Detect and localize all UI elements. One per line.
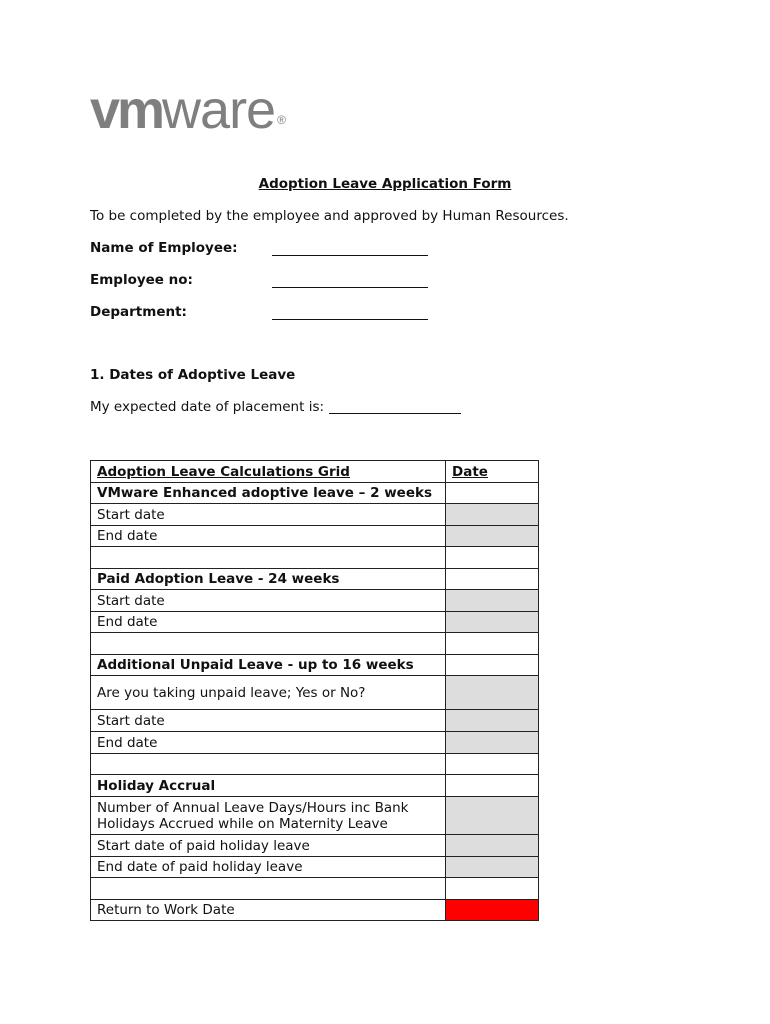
table-row	[91, 655, 539, 676]
department-label: Department:	[90, 304, 187, 320]
date-cell	[446, 655, 539, 676]
placement-date-field[interactable]	[329, 413, 461, 414]
return-to-work-label: Return to Work Date	[91, 900, 446, 921]
spacer-row	[91, 547, 539, 569]
section-dates-title: 1. Dates of Adoptive Leave	[90, 367, 296, 383]
name-of-employee-label: Name of Employee:	[90, 240, 238, 256]
holiday-accrual-title: Holiday Accrual	[91, 775, 446, 797]
enhanced-start-label: Start date	[91, 504, 446, 526]
table-row	[91, 835, 539, 857]
table-row	[91, 797, 539, 835]
table-row	[91, 732, 539, 754]
employee-no-field[interactable]	[272, 286, 428, 288]
spacer-row	[91, 633, 539, 655]
grid-header-date: Date	[446, 461, 539, 483]
date-cell	[446, 483, 539, 504]
enhanced-start-date-input[interactable]	[446, 504, 539, 526]
return-to-work-date-input[interactable]	[446, 900, 539, 921]
paid-leave-title: Paid Adoption Leave - 24 weeks	[91, 569, 446, 590]
holiday-start-date-input[interactable]	[446, 835, 539, 857]
paid-end-date-input[interactable]	[446, 612, 539, 633]
logo-registered-mark: ®	[277, 113, 285, 127]
enhanced-end-label: End date	[91, 526, 446, 547]
spacer-row	[91, 878, 539, 900]
paid-end-label: End date	[91, 612, 446, 633]
table-row	[91, 900, 539, 921]
unpaid-question-label: Are you taking unpaid leave; Yes or No?	[91, 676, 446, 710]
table-row	[91, 526, 539, 547]
unpaid-yes-no-input[interactable]	[446, 676, 539, 710]
holiday-start-label: Start date of paid holiday leave	[91, 835, 446, 857]
form-title: Adoption Leave Application Form	[258, 176, 512, 192]
spacer-row	[91, 754, 539, 775]
form-intro: To be completed by the employee and approved by Human Resources.	[90, 208, 569, 224]
logo-vm: vm	[90, 80, 163, 140]
paid-start-date-input[interactable]	[446, 590, 539, 612]
logo-ware: ware	[162, 80, 276, 140]
table-row	[91, 710, 539, 732]
unpaid-end-date-input[interactable]	[446, 732, 539, 754]
holiday-days-input[interactable]	[446, 797, 539, 835]
unpaid-start-date-input[interactable]	[446, 710, 539, 732]
unpaid-start-label: Start date	[91, 710, 446, 732]
table-row	[91, 612, 539, 633]
table-row	[91, 676, 539, 710]
table-row	[91, 569, 539, 590]
table-row	[91, 483, 539, 504]
table-row	[91, 857, 539, 878]
holiday-days-label-line2: Holidays Accrued while on Maternity Leave	[97, 815, 388, 832]
unpaid-leave-title: Additional Unpaid Leave - up to 16 weeks	[91, 655, 446, 676]
vmware-logo	[90, 80, 350, 140]
unpaid-end-label: End date	[91, 732, 446, 754]
grid-header-row	[91, 461, 539, 483]
table-row	[91, 590, 539, 612]
holiday-days-label-line1: Number of Annual Leave Days/Hours inc Bank	[97, 799, 409, 816]
holiday-end-date-input[interactable]	[446, 857, 539, 878]
grid-header-left: Adoption Leave Calculations Grid	[91, 461, 446, 483]
adoption-leave-grid	[90, 460, 539, 921]
date-cell	[446, 775, 539, 797]
enhanced-end-date-input[interactable]	[446, 526, 539, 547]
placement-date-label: My expected date of placement is:	[90, 399, 325, 415]
employee-no-label: Employee no:	[90, 272, 193, 288]
department-field[interactable]	[272, 318, 428, 320]
holiday-end-label: End date of paid holiday leave	[91, 857, 446, 878]
holiday-days-label	[91, 797, 446, 835]
table-row	[91, 775, 539, 797]
enhanced-leave-title: VMware Enhanced adoptive leave – 2 weeks	[91, 483, 446, 504]
paid-start-label: Start date	[91, 590, 446, 612]
date-cell	[446, 569, 539, 590]
table-row	[91, 504, 539, 526]
name-of-employee-field[interactable]	[272, 254, 428, 256]
